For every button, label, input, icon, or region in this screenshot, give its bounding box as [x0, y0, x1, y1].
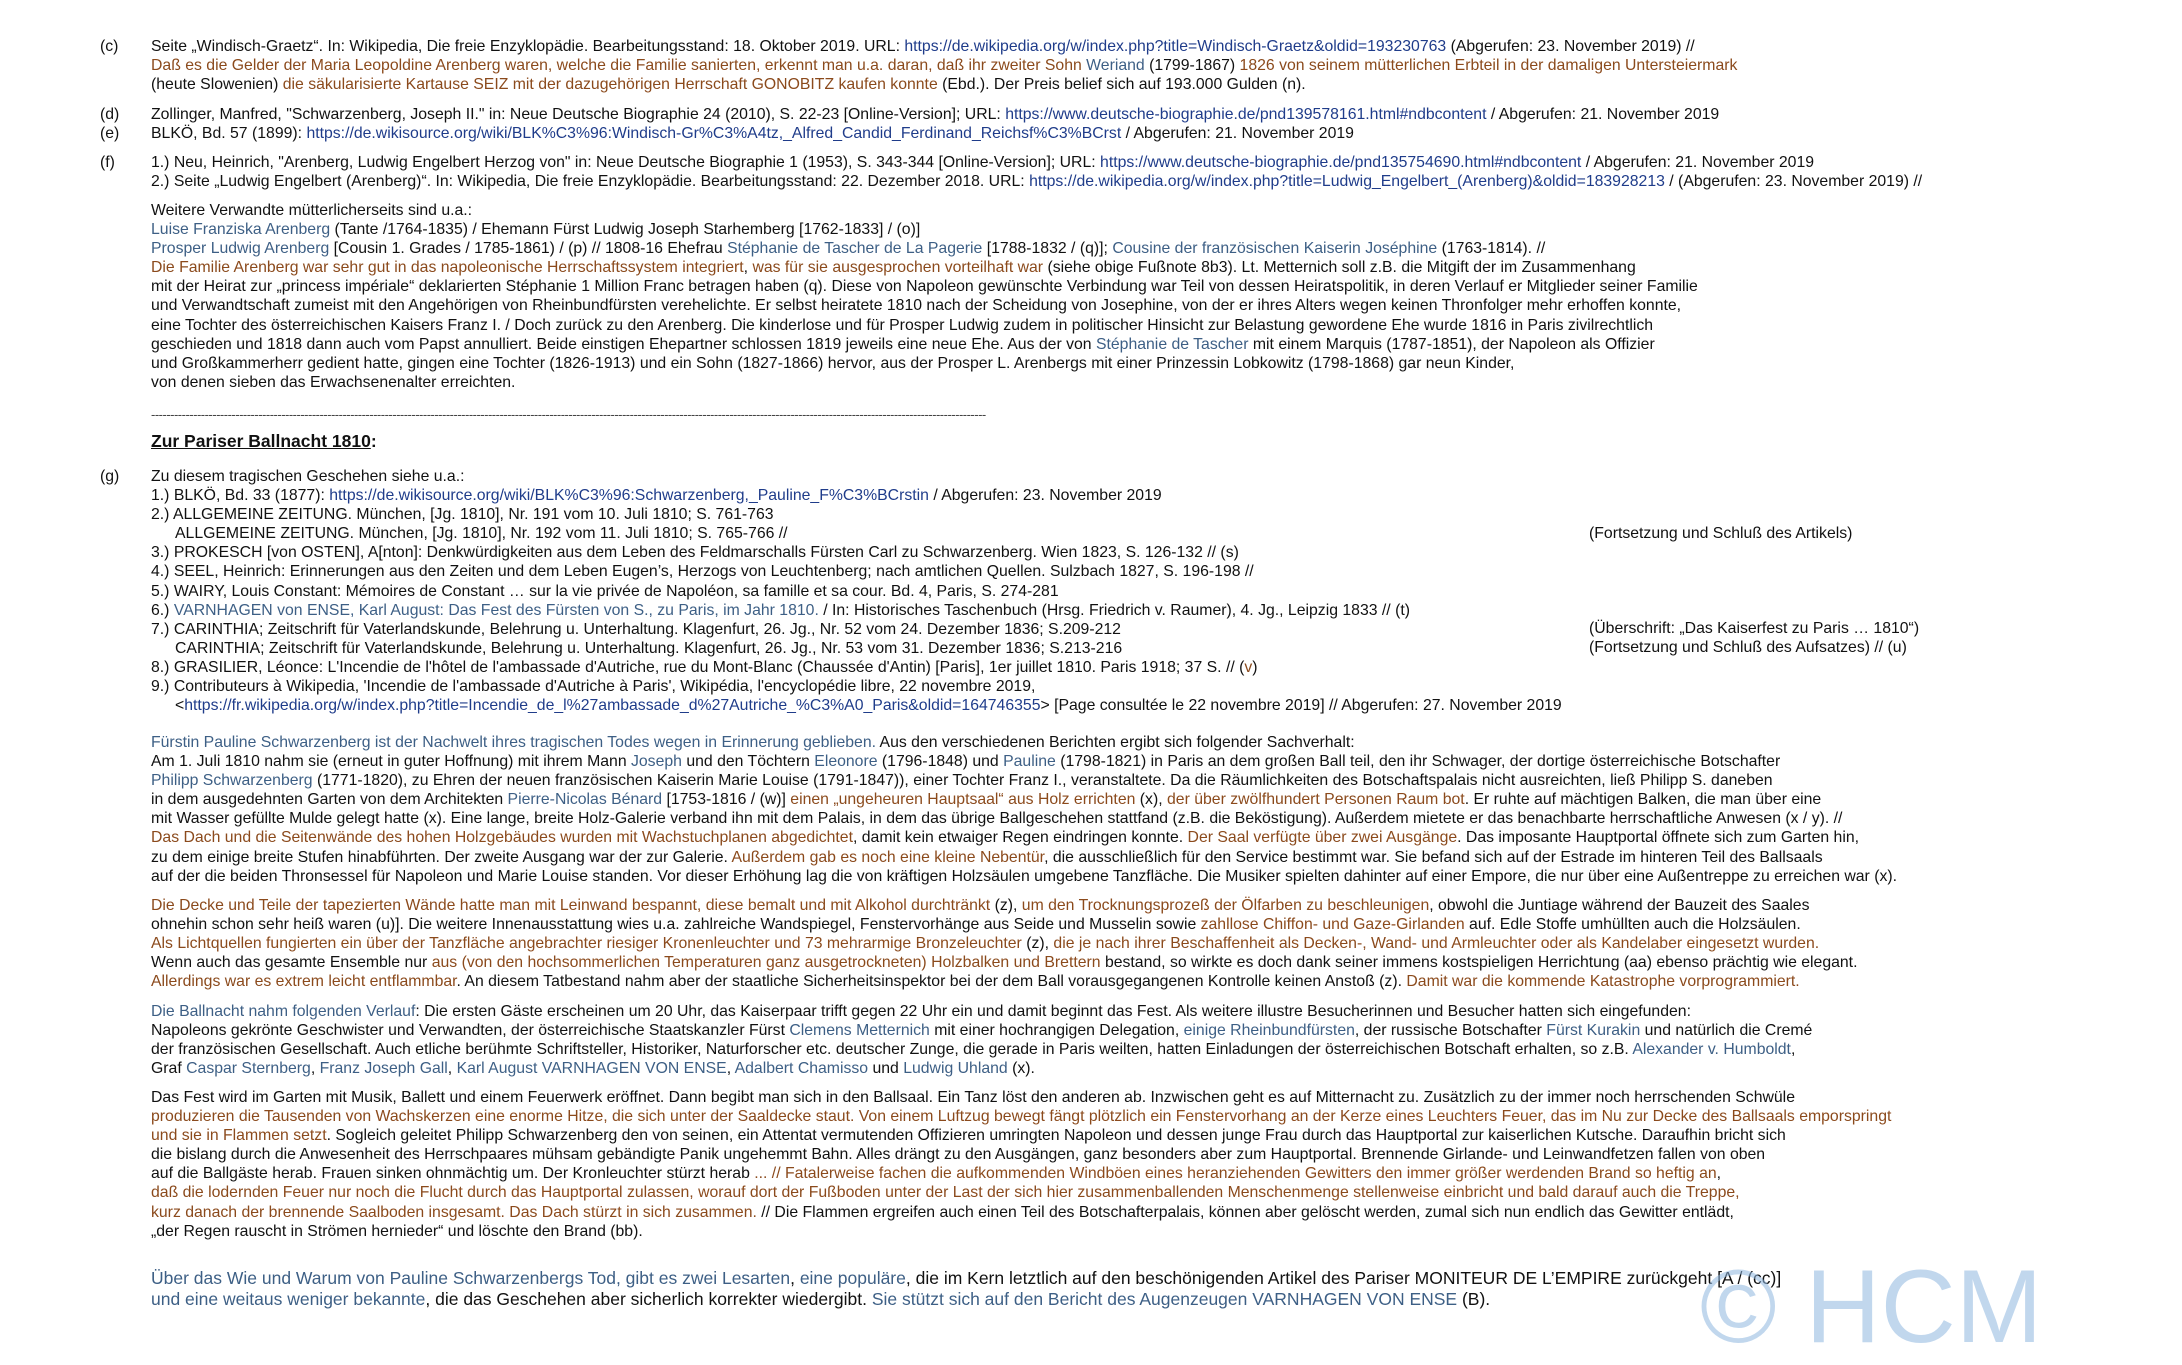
text: und den Töchtern — [681, 753, 815, 771]
text: , — [743, 259, 753, 277]
text: Prosper Ludwig Arenberg — [151, 240, 330, 258]
text: Eleonore — [814, 753, 878, 771]
text: , — [447, 1060, 457, 1078]
footnote-marker-c: (c) — [100, 38, 119, 55]
footnote-f — [151, 153, 2141, 191]
text: , — [726, 1060, 735, 1078]
separator-line: -------------------------------------------------------------------------------------------------------------------------------------------------------------------------------------------------------------------------- — [151, 407, 986, 422]
text: Stéphanie de Tascher de La Pagerie — [727, 240, 983, 258]
text: , damit kein etwaiger Regen eindringen konnte. — [852, 829, 1188, 847]
text: und natürlich die Cremé — [1640, 1022, 1813, 1040]
text: , obwohl die Juntiage während der Bauzeit des Saales — [1429, 897, 1810, 914]
text: Adalbert Chamisso — [734, 1060, 869, 1078]
text: einen „ungeheuren Hauptsaal“ aus Holz errichten — [790, 791, 1136, 809]
text: die säkularisierte Kartause SEIZ mit der dazugehörigen Herrschaft GONOBITZ kaufen konnte — [282, 76, 938, 94]
text: und Großkammerherr gedient hatte, gingen eine Tochter (1826-1913) und ein Sohn (1827-1866) hervor, aus der Prosper L. Arenbergs mit einer Prinzessin Lobkowitz (1798-1868) gar neun Kinder, — [151, 354, 1515, 372]
text: Sie stützt sich auf den Bericht des Augenzeugen VARNHAGEN VON ENSE — [871, 1289, 1458, 1309]
footnote-marker-f: (f) — [100, 154, 115, 171]
footnote-marker-e: (e) — [100, 125, 120, 142]
note-fortsetzung-artikel: (Fortsetzung und Schluß des Artikels) — [1589, 525, 1853, 542]
link-deutsche-biographie[interactable]: https://www.deutsche-biographie.de/pnd135754690.html#ndbcontent — [1100, 154, 1582, 171]
copyright-watermark: © HCM — [1700, 1249, 2043, 1365]
text: Über das Wie und Warum von Pauline Schwarzenbergs Tod, gibt es zwei Lesarten — [151, 1268, 791, 1288]
text: v — [1244, 658, 1253, 676]
text: CARINTHIA; Zeitschrift für Vaterlandskunde, Belehrung u. Unterhaltung. Klagenfurt, 26. Jg., Nr. 53 vom 31. Dezember 1836; S.213-216 — [175, 639, 1123, 657]
text: Caspar Sternberg — [186, 1060, 311, 1078]
text: (z), — [1021, 935, 1054, 953]
text: Das Fest wird im Garten mit Musik, Ballett und einem Feuerwerk eröffnet. Dann begibt man sich in den Ballsaal. Ein Tanz löst den anderen ab. Inzwischen geht es auf Mitternacht zu. Zusätzlich zu der immer noch herrschenden Schwüle — [151, 1089, 1795, 1106]
text: Damit war die kommende Katastrophe vorprogrammiert. — [1406, 973, 1800, 991]
text: (1799-1867) — [1144, 57, 1240, 75]
text: und sie in Flammen setzt — [151, 1127, 327, 1145]
text: / Abgerufen: 21. November 2019 — [1486, 106, 1720, 123]
text: , die das Geschehen aber sicherlich korrekter wiedergibt. — [425, 1289, 872, 1309]
heading-text: Zur Pariser Ballnacht 1810 — [151, 431, 371, 451]
footnote-marker-d: (d) — [100, 106, 120, 123]
text: Aus den verschiedenen Berichten ergibt sich folgender Sachverhalt: — [876, 734, 1355, 751]
text: mit einer hochrangigen Delegation, — [929, 1022, 1184, 1040]
text: < — [175, 697, 185, 715]
text: der französischen Gesellschaft. Auch etliche berühmte Schriftsteller, Historiker, Naturforscher etc. deutscher Zunge, die gerade in Paris weilten, hatten Einladungen der österreichischen Botschaft erhalten, so z.B. — [151, 1041, 1633, 1059]
text: 6.) — [151, 601, 174, 619]
text: 1826 von seinem mütterlichen Erbteil in der damaligen Untersteiermark — [1239, 57, 1738, 75]
text: auf der die beiden Thronsessel für Napoleon und Marie Louise standen. Vor dieser Erhöhung lag die von kräftigen Holzsäulen umgebene Tanzfläche. Die Musiker spielten dahinter auf einer Empore, die nur über eine Außentreppe zu erreichen war (x). — [151, 867, 1898, 885]
text: / Abgerufen: 21. November 2019 — [1581, 154, 1815, 171]
text: (1796-1848) und — [877, 753, 1004, 771]
text: 7.) CARINTHIA; Zeitschrift für Vaterlandskunde, Belehrung u. Unterhaltung. Klagenfurt, 26. Jg., Nr. 52 vom 24. Dezember 1836; S.209-212 — [151, 620, 1121, 638]
note-fortsetzung-aufsatz: (Fortsetzung und Schluß des Aufsatzes) // (u) — [1589, 639, 1907, 656]
text: Fürstin Pauline Schwarzenberg ist der Nachwelt ihres tragischen Todes wegen in Erinnerung geblieben. — [151, 734, 877, 751]
text: Am 1. Juli 1810 nahm sie (erneut in guter Hoffnung) mit ihrem Mann — [151, 753, 631, 771]
text: Außerdem gab es noch eine kleine Nebentür — [731, 848, 1045, 866]
text: (Tante /1764-1835) / Ehemann Fürst Ludwig Joseph Starhemberg [1762-1833] / (o)] — [330, 221, 921, 239]
text: 1.) BLKÖ, Bd. 33 (1877): — [151, 487, 330, 505]
text: , die im Kern letztlich auf den beschönigenden Artikel des Pariser MONITEUR DE L’EMPIRE zurückgeht [A / (cc)] — [905, 1268, 1782, 1288]
text: 5.) WAIRY, Louis Constant: Mémoires de Constant … sur la vie privée de Napoléon, sa famille et sa cour. Bd. 4, Paris, S. 274-281 — [151, 582, 1059, 600]
text: / Abgerufen: 23. November 2019 — [928, 487, 1162, 505]
section-heading — [151, 432, 2141, 451]
text: Joseph — [631, 753, 682, 771]
text: , — [790, 1268, 800, 1288]
text: die je nach ihrer Beschaffenheit als Decken-, Wand- und Armleuchter oder als Kandelaber eingesetzt wurden. — [1053, 935, 1820, 953]
text: , — [1790, 1041, 1796, 1059]
text: in dem ausgedehnten Garten von dem Architekten — [151, 791, 508, 809]
text: Luise Franziska Arenberg — [151, 221, 331, 239]
text: 8.) GRASILIER, Léonce: L'Incendie de l'hôtel de l'ambassade d'Autriche, rue du Mont-Blanc (Chaussée d'Antin) [Paris], 1er juillet 1810. Paris 1918; 37 S. // ( — [151, 658, 1245, 676]
text: Die Familie Arenberg war sehr gut in das napoleonische Herrschaftssystem integriert — [151, 259, 744, 277]
text: , — [310, 1060, 320, 1078]
text: bestand, so wirkte es doch dank seiner immens kostspieligen Herrichtung (aa) ebenso prächtig wie elegant. — [1100, 954, 1858, 972]
text: Zollinger, Manfred, "Schwarzenberg, Joseph II." in: Neue Deutsche Biographie 24 (2010), S. 22-23 [Online-Version]; URL: — [151, 106, 1006, 123]
text: Ludwig Uhland — [903, 1060, 1008, 1078]
text: Clemens Metternich — [789, 1022, 930, 1040]
text: [1753-1816 / (w)] — [662, 791, 791, 809]
text: > [Page consultée le 22 novembre 2019] // Abgerufen: 27. November 2019 — [1040, 697, 1562, 715]
text: VARNHAGEN von ENSE, Karl August: Das Fest des Fürsten von S., zu Paris, im Jahr 1810. — [173, 601, 819, 619]
text: (x), — [1135, 791, 1167, 809]
link-wikisource[interactable]: https://de.wikisource.org/wiki/BLK%C3%96:Windisch-Gr%C3%A4tz,_Alfred_Candid_Ferdinand_Reichsf%C3%BCrst — [306, 125, 1122, 142]
text: produzieren die Tausenden von Wachskerzen eine enorme Hitze, die sich unter der Saaldecke staut. Von einem Luftzug bewegt fängt plötzlich ein Fenstervorhang an der Kerze eines Leuchters Feuer, das im Nu zur Decke des Ballsaals emporspringt — [151, 1108, 1892, 1126]
text: Allerdings war es extrem leicht entflammbar — [151, 973, 457, 991]
text: , der russische Botschafter — [1354, 1022, 1547, 1040]
text: . Das imposante Hauptportal öffnete sich zum Garten hin, — [1457, 829, 1860, 847]
text: . An diesem Tatbestand nahm aber der staatliche Sicherheitsinspektor bei der dem Ball vorausgegangenen Kontrolle keinen Anstoß (z). — [456, 973, 1407, 991]
text: Der Saal verfügte über zwei Ausgänge — [1187, 829, 1458, 847]
text: „der Regen rauscht in Strömen hernieder“ und löschte den Brand (bb). — [151, 1222, 643, 1240]
text: . Sogleich geleitet Philipp Schwarzenberg den von seinen, ein Attentat vermutenden Offizieren umringten Napoleon und dessen junge Frau durch das Hauptportal zur kaiserlichen Kutsche. Daraufhin bricht sich — [326, 1127, 1786, 1145]
text: / In: Historisches Taschenbuch (Hrsg. Friedrich v. Raumer), 4. Jg., Leipzig 1833 // (t) — [818, 601, 1410, 619]
text: Wenn auch das gesamte Ensemble nur — [151, 954, 432, 972]
text: / (Abgerufen: 23. November 2019) // — [1664, 173, 1923, 191]
text: (siehe obige Fußnote 8b3). Lt. Metternich soll z.B. die Mitgift der im Zusammenhang — [1043, 259, 1636, 277]
text: Napoleons gekrönte Geschwister und Verwandten, der österreichische Staatskanzler Fürst — [151, 1022, 790, 1040]
text: Zu diesem tragischen Geschehen siehe u.a.: — [151, 468, 465, 485]
text: Cousine der französischen Kaiserin Joséphine — [1112, 240, 1438, 258]
text: Pierre-Nicolas Bénard — [507, 791, 663, 809]
text: um den Trocknungsprozeß der Ölfarben zu beschleunigen — [1021, 897, 1430, 914]
text: Stéphanie de Tascher — [1095, 335, 1249, 353]
text: die bislang durch die Anwesenheit des Herrschpaares mühsam gebändigte Panik ungehemmt Bahn. Alles drängt zu den Ausgängen, ganz besonders aber zum Hauptportal. Brennende Girlande- und Leinwandfetzen fallen von oben — [151, 1146, 1766, 1164]
link-windisch-graetz[interactable]: https://de.wikipedia.org/w/index.php?title=Windisch-Graetz&oldid=193230763 — [904, 38, 1447, 55]
text: (1771-1820), zu Ehren der neuen französischen Kaiserin Marie Louise (1791-1847)), einer Tochter Franz I., veranstaltete. Da die Räumlichkeiten des Botschaftspalais nicht ausreichten, ließ Philipp S. daneben — [312, 772, 1773, 790]
text: Fürst Kurakin — [1546, 1022, 1641, 1040]
text: eine populäre — [799, 1268, 906, 1288]
link-fr-wikipedia[interactable]: https://fr.wikipedia.org/w/index.php?title=Incendie_de_l%27ambassade_d%27Autriche_%C3%A0_Paris&oldid=164746355 — [184, 697, 1041, 715]
text: BLKÖ, Bd. 57 (1899): — [151, 125, 307, 142]
text: . Er ruhte auf mächtigen Balken, die man über eine — [1464, 791, 1822, 809]
footnote-e — [151, 124, 2141, 143]
paragraph-1 — [151, 733, 2141, 886]
paragraph-3 — [151, 1002, 2141, 1078]
text: 2.) Seite „Ludwig Engelbert (Arenberg)“. In: Wikipedia, Die freie Enzyklopädie. Bearbeitungsstand: 22. Dezember 2018. URL: — [151, 173, 1030, 191]
text: ALLGEMEINE ZEITUNG. München, [Jg. 1810], Nr. 192 vom 11. Juli 1810; S. 765-766 // — [175, 525, 788, 543]
text: (Abgerufen: 23. November 2019) // — [1446, 38, 1695, 55]
text: (heute Slowenien) — [151, 76, 283, 94]
text: von denen sieben das Erwachsenenalter erreichten. — [151, 373, 516, 391]
text: mit einem Marquis (1787-1851), der Napoleon als Offizier — [1248, 335, 1655, 353]
text: und — [868, 1060, 904, 1078]
text: : Die ersten Gäste erscheinen um 20 Uhr, das Kaiserpaar trifft gegen 22 Uhr ein und damit beginnt das Fest. Als weitere illustre Besucherinnen und Besucher hatten sich eingefunden: — [415, 1003, 1691, 1020]
text: Seite „Windisch-Graetz“. In: Wikipedia, Die freie Enzyklopädie. Bearbeitungsstand: 18. Oktober 2019. URL: — [151, 38, 905, 55]
text: zu dem einige breite Stufen hinabführten. Der zweite Ausgang war der zur Galerie. — [151, 848, 732, 866]
text: (z), — [990, 897, 1022, 914]
text: mit Wasser gefüllte Mulde gelegt hatte (x). Eine lange, breite Holz-Galerie verband ihn mit dem Palais, in dem das übrige Ballgeschehen stattfand (z.B. die Beköstigung). Außerdem mietete er das benachbarte herrschaftliche Anwesen (x / y). // — [151, 810, 1843, 828]
text: 4.) SEEL, Heinrich: Erinnerungen aus den Zeiten und dem Leben Eugen’s, Herzogs von Leuchtenberg; nach amtlichen Quellen. Sulzbach 1827, S. 196-198 // — [151, 563, 1254, 581]
text: 1.) Neu, Heinrich, "Arenberg, Ludwig Engelbert Herzog von" in: Neue Deutsche Biographie 1 (1953), S. 343-344 [Online-Version]; URL: — [151, 154, 1101, 171]
text: eine Tochter des österreichischen Kaisers Franz I. / Doch zurück zu den Arenberg. Die kinderlose und für Prosper Ludwig zudem in politischer Hinsicht zur Belastung gewordene Ehe wurde 1816 in Paris zivilrechtlich — [151, 316, 1654, 334]
link-blko-schwarzenberg[interactable]: https://de.wikisource.org/wiki/BLK%C3%96:Schwarzenberg,_Pauline_F%C3%BCrstin — [329, 487, 929, 505]
relatives-section — [151, 201, 2141, 392]
text: mit der Heirat zur „princess impériale“ deklarierten Stéphanie 1 Million Franc betragen haben (q). Diese von Napoleon gewünschte Verbindung war Teil von dessen Heiratspolitik, in deren Verlauf er Mitglieder seiner Familie — [151, 278, 1698, 296]
heading-colon: : — [370, 431, 377, 451]
text: Das Dach und die Seitenwände des hohen Holzgebäudes wurden mit Wachstuchplanen abgedichtet — [151, 829, 853, 847]
link-wikipedia-arenberg[interactable]: https://de.wikipedia.org/w/index.php?title=Ludwig_Engelbert_(Arenberg)&oldid=183928213 — [1029, 173, 1665, 191]
paragraph-2 — [151, 896, 2141, 991]
text: auf die Ballgäste herab. Frauen sinken ohnmächtig um. Der Kronleuchter stürzt herab — [151, 1165, 755, 1183]
text: (x). — [1007, 1060, 1035, 1078]
text: Pauline — [1003, 753, 1056, 771]
text: [1788-1832 / (q)]; — [982, 240, 1113, 258]
text: und eine weitaus weniger bekannte — [151, 1289, 426, 1309]
text: aus (von den hochsommerlichen Temperaturen ganz ausgetrockneten) Holzbalken und Brettern — [431, 954, 1101, 972]
text: und Verwandtschaft zumeist mit den Angehörigen von Rheinbundfürsten verehelichte. Er selbst heiratete 1810 nach der Scheidung von Josephine, von der er ihres Alters wegen keinen Thronfolger mehr erhoffen konnte, — [151, 297, 1682, 315]
text: (1798-1821) in Paris an dem großen Ball teil, den ihr Schwager, der dortige österreichische Botschafter — [1055, 753, 1781, 771]
text: Die Decke und Teile der tapezierten Wände hatte man mit Leinwand bespannt, diese bemalt und mit Alkohol durchtränkt — [151, 897, 991, 914]
text: Graf — [151, 1060, 187, 1078]
text: 2.) ALLGEMEINE ZEITUNG. München, [Jg. 1810], Nr. 191 vom 10. Juli 1810; S. 761-763 — [151, 506, 774, 524]
text: // Die Flammen ergreifen auch einen Teil des Botschafterpalais, können aber gelöscht werden, zumal sich nun endlich das Gewitter entlädt, — [756, 1203, 1734, 1221]
text: (Ebd.). Der Preis belief sich auf 193.000 Gulden (n). — [937, 76, 1306, 94]
text: (1763-1814). // — [1437, 240, 1546, 258]
text: , — [1716, 1165, 1722, 1183]
text: 9.) Contributeurs à Wikipedia, 'Incendie de l'ambassade d'Autriche à Paris', Wikipédia, l'encyclopédie libre, 22 novembre 2019, — [151, 678, 1036, 696]
text: Daß es die Gelder der Maria Leopoldine Arenberg waren, welche die Familie sanierten, erkennt man u.a. daran, daß ihr zweiter Sohn — [151, 57, 1087, 75]
text: 3.) PROKESCH [von OSTEN], A[nton]: Denkwürdigkeiten aus dem Leben des Feldmarschalls Fürsten Carl zu Schwarzenberg. Wien 1823, S. 126-132 // (s) — [151, 544, 1239, 562]
text: einige Rheinbundfürsten — [1183, 1022, 1355, 1040]
text: Als Lichtquellen fungierten ein über der Tanzfläche angebrachter riesiger Kronenleuchter und 73 mehrarmige Bronzeleuchter — [151, 935, 1022, 953]
paragraph-4 — [151, 1088, 2141, 1241]
text: ) — [1252, 658, 1258, 676]
text: der über zwölfhundert Personen Raum bot — [1167, 791, 1465, 809]
text: was für sie ausgesprochen vorteilhaft war — [752, 259, 1044, 277]
footnote-c — [151, 37, 2141, 94]
text: (B). — [1457, 1289, 1491, 1309]
text: Franz Joseph Gall — [319, 1060, 448, 1078]
text: Karl August VARNHAGEN VON ENSE — [456, 1060, 727, 1078]
footnote-d — [151, 105, 2141, 124]
text: Weriand — [1086, 57, 1145, 75]
text: ohnehin schon sehr heiß waren (u)]. Die weitere Innenausstattung wies u.a. zahlreiche Wandspiegel, Fenstervorhänge aus Seide und Musselin sowie — [151, 916, 1201, 934]
link-deutsche-biographie[interactable]: https://www.deutsche-biographie.de/pnd139578161.html#ndbcontent — [1005, 106, 1487, 123]
text: / Abgerufen: 21. November 2019 — [1121, 125, 1354, 142]
note-ueberschrift: (Überschrift: „Das Kaiserfest zu Paris … 1810“) — [1589, 620, 1920, 637]
text: Weitere Verwandte mütterlicherseits sind u.a.: — [151, 202, 473, 219]
text: Alexander v. Humboldt — [1632, 1041, 1791, 1059]
text: daß die lodernden Feuer nur noch die Flucht durch das Hauptportal zulassen, worauf dort der Fußboden unter der Last der sich hier zusammenballenden Menschenmenge stellenweise einbricht und bald darauf auch die Treppe, — [151, 1184, 1740, 1202]
text: zahllose Chiffon- und Gaze-Girlanden — [1200, 916, 1465, 934]
text: [Cousin 1. Grades / 1785-1861) / (p) // 1808-16 Ehefrau — [329, 240, 728, 258]
footnote-marker-g: (g) — [100, 468, 120, 485]
text: Die Ballnacht nahm folgenden Verlauf — [151, 1003, 416, 1020]
text: Philipp Schwarzenberg — [151, 772, 313, 790]
text: kurz danach der brennende Saalboden insgesamt. Das Dach stürzt in sich zusammen. — [151, 1203, 757, 1221]
text: ... // Fatalerweise fachen die aufkommenden Windböen eines heranziehenden Gewitters den immer größer werdenden Brand so heftig an — [754, 1165, 1717, 1183]
text: geschieden und 1818 dann auch vom Papst annulliert. Beide einstigen Ehepartner schlossen 1819 jeweils eine neue Ehe. Aus der von — [151, 335, 1096, 353]
text: , die ausschließlich für den Service bestimmt war. Sie befand sich auf der Estrade im hinteren Teil des Ballsaals — [1044, 848, 1823, 866]
footnote-g — [151, 467, 2141, 715]
text: auf. Edle Stoffe umhüllten auch die Holzsäulen. — [1464, 916, 1801, 934]
